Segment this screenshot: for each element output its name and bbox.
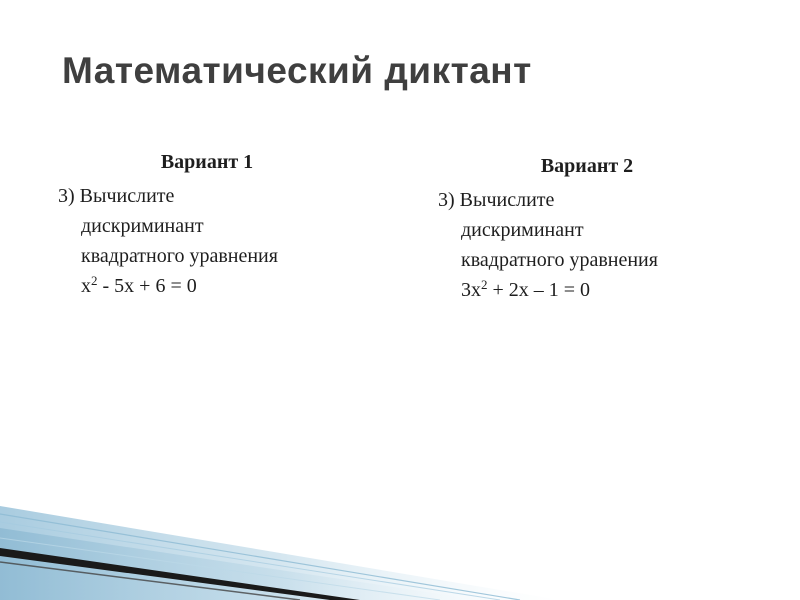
variant-1-task-line3: квадратного уравнения	[81, 245, 278, 267]
variant-2-heading: Вариант 2	[540, 155, 634, 177]
variant-2-equation-rest: + 2x – 1 = 0	[487, 279, 591, 301]
variant-2-task-line3: квадратного уравнения	[461, 249, 658, 271]
variant-1-equation	[58, 271, 378, 301]
decor-blue-stripe-3	[0, 538, 440, 600]
variant-2-task-line2: дискриминант	[461, 219, 584, 241]
variant-1-equation-base: x	[81, 275, 91, 297]
variant-1-column	[58, 148, 378, 301]
decor-light-band	[0, 506, 560, 600]
variant-1-task	[58, 181, 378, 301]
variant-1-task-line2: дискриминант	[81, 215, 204, 237]
bottom-left-decoration	[0, 470, 800, 600]
decor-dark-stripe	[0, 562, 300, 600]
variant-2-equation-exponent: 2	[481, 277, 488, 292]
decor-blue-stripe-2	[0, 522, 500, 600]
variant-2-task-number: 3)	[438, 189, 455, 211]
variant-1-equation-rest: - 5x + 6 = 0	[97, 275, 197, 297]
variant-2-task-line1: Вычислите	[459, 189, 555, 211]
slide-title: Математический диктант	[62, 50, 532, 91]
variant-1-heading: Вариант 1	[160, 151, 254, 173]
variant-2-equation-base: 3x	[461, 279, 481, 301]
decor-blue-stripe-1	[0, 514, 520, 600]
decor-dark-band	[0, 548, 360, 600]
variant-2-equation	[438, 275, 768, 305]
decor-mid-band	[0, 528, 480, 600]
variant-2-column	[438, 152, 768, 305]
variant-1-equation-exponent: 2	[91, 273, 98, 288]
variant-2-task	[438, 185, 768, 305]
variant-1-task-line1: Вычислите	[79, 185, 175, 207]
variant-1-task-number: 3)	[58, 185, 75, 207]
